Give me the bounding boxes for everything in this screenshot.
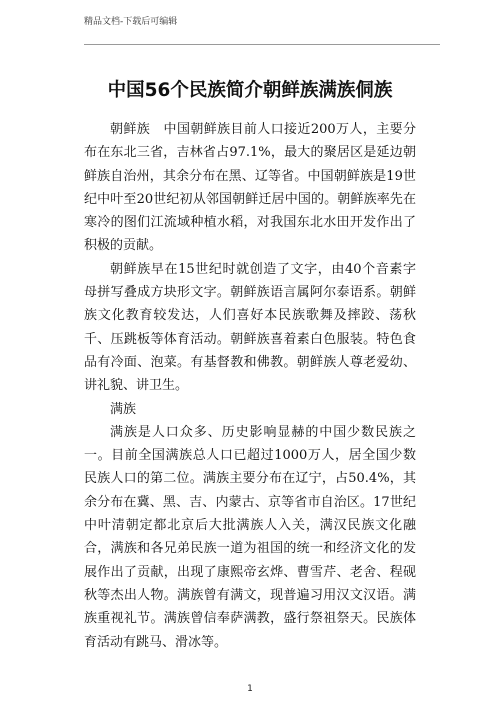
document-title: 中国56个民族简介朝鲜族满族侗族 <box>107 80 393 101</box>
section-heading-manchu: 满族 <box>110 401 137 417</box>
paragraph-korean-intro: 朝鲜族 中国朝鲜族目前人口接近200万人，主要分布在东北三省，吉林省占97.1%，最大的聚居区是延边朝鲜族自治州，其余分布在黑、辽等省。中国朝鲜族是19世纪中叶至20世纪初从邻国朝鲜迁居中国的。朝鲜族率先在寒冷的图们江流域种植水稻，对我国东北水田开发作出了积极的贡献。 <box>84 122 416 254</box>
page-number: 1 <box>247 684 253 694</box>
page-header: 精品文档-下载后可编辑 <box>84 17 178 27</box>
paragraph-manchu: 满族是人口众多、历史影响显赫的中国少数民族之一。目前全国满族总人口已超过1000万人，居全国少数民族人口的第二位。满族主要分布在辽宁，占50.4%，其余分布在冀、黑、吉、内蒙古、京等省市自治区。17世纪中叶清朝定都北京后大批满族人入关，满汉民族文化融合，满族和各兄弟民族一道为祖国的统一和经济文化的发展作出了贡献，出现了康熙帝玄烨、曹雪芹、老舍、程砚秋等杰出人物。满族曾有满文，现普遍习用汉文汉语。满族重视礼节。满族曾信奉萨满教，盛行祭祖祭天。民族体育活动有跳马、滑冰等。 <box>84 424 416 650</box>
document-body <box>84 118 416 654</box>
header-divider <box>84 44 440 45</box>
paragraph-korean-culture: 朝鲜族早在15世纪时就创造了文字，由40个音素字母拼写叠成方块形文字。朝鲜族语言属阿尔泰语系。朝鲜族文化教育较发达，人们喜好本民族歌舞及摔跤、荡秋千、压跳板等体育活动。朝鲜族喜着素白色服装。特色食品有冷面、泡菜。有基督教和佛教。朝鲜族人尊老爱幼、讲礼貌、讲卫生。 <box>84 261 416 394</box>
